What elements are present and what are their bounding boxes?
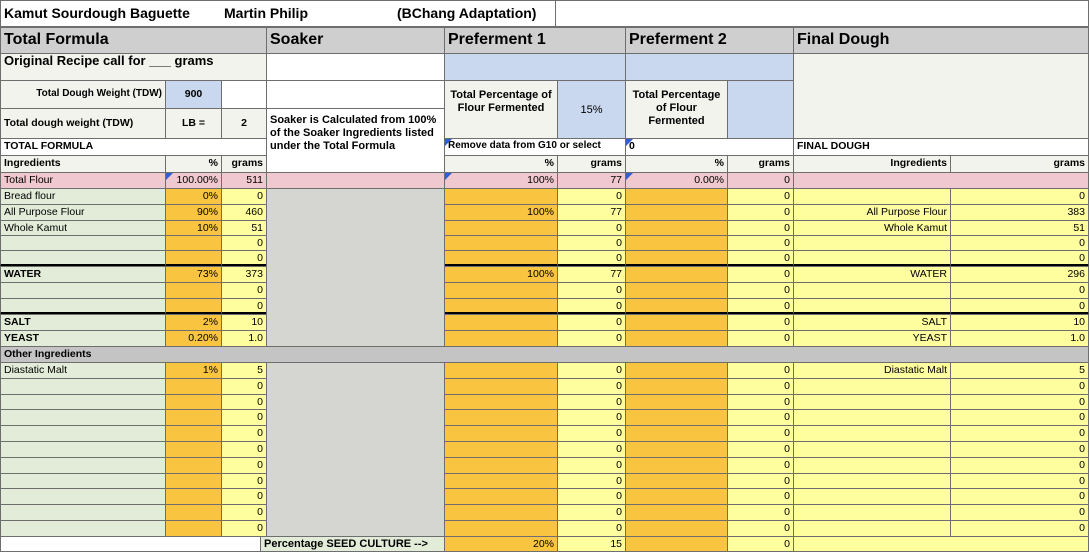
fd-grams[interactable]: 0 — [950, 188, 1089, 205]
pf2-pct[interactable] — [625, 330, 728, 347]
other-fd-grams[interactable]: 0 — [950, 409, 1089, 426]
pf1-pct[interactable] — [444, 282, 558, 299]
other-pf2-pct[interactable] — [625, 362, 728, 379]
pf1-grams[interactable]: 0 — [557, 235, 626, 252]
other-ingredient-pct[interactable] — [165, 488, 222, 505]
other-pf2-grams[interactable]: 0 — [727, 520, 794, 537]
seed-culture-label: Percentage SEED CULTURE --> — [260, 536, 445, 552]
tdw-lb-label: Total dough weight (TDW) — [0, 108, 166, 139]
fd-ingredient[interactable] — [793, 282, 951, 299]
ingredient-pct[interactable]: 90% — [165, 204, 222, 221]
soaker-note: Soaker is Calculated from 100% of the Soaker Ingredients listed under the Total Formula — [266, 108, 445, 173]
pf1-pct[interactable] — [444, 314, 558, 331]
other-ingredient-grams[interactable]: 0 — [221, 457, 267, 474]
other-pf1-pct[interactable] — [444, 488, 558, 505]
pf1-pct[interactable] — [444, 330, 558, 347]
pf2-grams[interactable]: 0 — [727, 314, 794, 331]
final-dough-caps: FINAL DOUGH — [793, 138, 1089, 156]
soaker-blank[interactable] — [266, 80, 445, 109]
other-pf2-pct[interactable] — [625, 441, 728, 458]
other-ingredient-pct[interactable] — [165, 409, 222, 426]
pf1-pct[interactable] — [444, 250, 558, 267]
other-ingredient-pct[interactable] — [165, 504, 222, 521]
other-pf2-pct[interactable] — [625, 504, 728, 521]
comment-marker-icon — [626, 139, 633, 146]
pf2-grams[interactable]: 0 — [727, 298, 794, 315]
other-fd-ingredient[interactable] — [793, 520, 951, 537]
other-ingredient-grams[interactable]: 0 — [221, 520, 267, 537]
pf1-grams[interactable]: 77 — [557, 266, 626, 283]
ingredient-grams[interactable]: 0 — [221, 298, 267, 315]
col-pf1-pct: % — [444, 155, 558, 173]
pf1-tpff-label: Total Percentage of Flour Fermented — [444, 80, 558, 139]
ingredient-grams[interactable]: 373 — [221, 266, 267, 283]
pf1-grams[interactable]: 0 — [557, 220, 626, 237]
ingredient-pct[interactable]: 73% — [165, 266, 222, 283]
fd-ingredient[interactable]: Whole Kamut — [793, 220, 951, 237]
other-ingredient-grams[interactable]: 0 — [221, 409, 267, 426]
other-pf1-grams[interactable]: 0 — [557, 473, 626, 489]
other-ingredients-header: Other Ingredients — [0, 346, 1089, 363]
pf2-grams[interactable]: 0 — [727, 250, 794, 267]
pf1-grams[interactable]: 0 — [557, 188, 626, 205]
other-ingredient-name[interactable] — [0, 409, 166, 426]
other-pf1-pct[interactable] — [444, 520, 558, 537]
fd-ingredient[interactable] — [793, 250, 951, 267]
soaker-area-lower[interactable] — [266, 362, 445, 537]
recipe-author: Martin Philip — [224, 5, 308, 21]
total-flour-soaker[interactable] — [266, 172, 445, 189]
tdw-label: Total Dough Weight (TDW) — [0, 80, 166, 109]
other-pf2-pct[interactable] — [625, 409, 728, 426]
col-grams: grams — [221, 155, 267, 173]
other-pf1-grams[interactable]: 0 — [557, 457, 626, 474]
other-pf1-pct[interactable] — [444, 473, 558, 489]
other-ingredient-pct[interactable] — [165, 394, 222, 410]
ingredient-grams[interactable]: 10 — [221, 314, 267, 331]
pf1-grams[interactable]: 0 — [557, 282, 626, 299]
other-fd-ingredient[interactable] — [793, 488, 951, 505]
fd-ingredient[interactable]: WATER — [793, 266, 951, 283]
header-soaker[interactable]: Soaker — [266, 27, 445, 54]
ingredient-name[interactable]: All Purpose Flour — [0, 204, 166, 221]
ingredient-name[interactable]: SALT — [0, 314, 166, 331]
ingredient-pct[interactable] — [165, 282, 222, 299]
ingredient-grams[interactable]: 1.0 — [221, 330, 267, 347]
other-pf1-pct[interactable] — [444, 504, 558, 521]
comment-marker-icon — [445, 139, 452, 146]
tdw-lb-value: 2 — [221, 108, 267, 139]
other-ingredient-name[interactable] — [0, 457, 166, 474]
other-ingredient-name[interactable] — [0, 394, 166, 410]
ingredient-pct[interactable]: 2% — [165, 314, 222, 331]
pf1-input-cell[interactable] — [444, 53, 626, 81]
other-pf2-pct[interactable] — [625, 457, 728, 474]
other-ingredient-grams[interactable]: 0 — [221, 378, 267, 395]
pf2-grams[interactable]: 0 — [727, 204, 794, 221]
fd-ingredient[interactable]: YEAST — [793, 330, 951, 347]
other-ingredient-grams[interactable]: 0 — [221, 504, 267, 521]
other-pf2-grams[interactable]: 0 — [727, 457, 794, 474]
seed-pf1-grams[interactable]: 15 — [557, 536, 626, 552]
fd-ingredient[interactable] — [793, 188, 951, 205]
pf2-grams[interactable]: 0 — [727, 235, 794, 252]
ingredient-grams[interactable]: 51 — [221, 220, 267, 237]
other-pf2-grams[interactable]: 0 — [727, 378, 794, 395]
other-fd-grams[interactable]: 0 — [950, 457, 1089, 474]
pf1-tpff-input[interactable]: 15% — [557, 80, 626, 139]
other-ingredient-name[interactable] — [0, 473, 166, 489]
other-ingredient-grams[interactable]: 0 — [221, 473, 267, 489]
ingredient-grams[interactable]: 460 — [221, 204, 267, 221]
pf2-pct[interactable] — [625, 204, 728, 221]
total-flour-grams[interactable]: 511 — [221, 172, 267, 189]
other-pf1-pct[interactable] — [444, 409, 558, 426]
other-pf1-grams[interactable]: 0 — [557, 362, 626, 379]
fd-grams[interactable]: 10 — [950, 314, 1089, 331]
ingredient-name[interactable] — [0, 298, 166, 315]
ingredient-pct[interactable]: 0.20% — [165, 330, 222, 347]
header-preferment-2[interactable]: Preferment 2 — [625, 27, 794, 54]
total-flour-pf2-grams[interactable]: 0 — [727, 172, 794, 189]
col-pf2-pct: % — [625, 155, 728, 173]
other-ingredient-pct[interactable] — [165, 425, 222, 442]
other-pf2-grams[interactable]: 0 — [727, 394, 794, 410]
other-pf2-grams[interactable]: 0 — [727, 441, 794, 458]
other-fd-grams[interactable]: 0 — [950, 441, 1089, 458]
remove-data-note: Remove data from G10 or select — [444, 138, 626, 156]
recipe-call-label[interactable]: Original Recipe call for ___ grams — [0, 53, 267, 81]
comment-marker-icon — [166, 173, 173, 180]
other-ingredient-name[interactable] — [0, 441, 166, 458]
ingredient-name[interactable]: Whole Kamut — [0, 220, 166, 237]
blank-cell[interactable] — [555, 0, 1089, 27]
other-pf2-pct[interactable] — [625, 473, 728, 489]
total-flour-pct[interactable]: 100.00% — [165, 172, 222, 189]
pf2-pct[interactable] — [625, 314, 728, 331]
pf1-pct[interactable]: 100% — [444, 266, 558, 283]
pf1-grams[interactable]: 77 — [557, 204, 626, 221]
tdw-input[interactable]: 900 — [165, 80, 222, 109]
ingredient-name[interactable]: Bread flour — [0, 188, 166, 205]
comment-marker-icon — [445, 173, 452, 180]
other-pf1-pct[interactable] — [444, 378, 558, 395]
pf1-grams[interactable]: 0 — [557, 298, 626, 315]
blank-cell[interactable] — [221, 80, 267, 109]
other-fd-grams[interactable]: 0 — [950, 394, 1089, 410]
ingredient-pct[interactable]: 10% — [165, 220, 222, 237]
col-ingredients: Ingredients — [0, 155, 166, 173]
pf1-grams[interactable]: 0 — [557, 314, 626, 331]
total-flour-label[interactable]: Total Flour — [0, 172, 166, 189]
pf2-pct[interactable] — [625, 298, 728, 315]
pf2-pct[interactable] — [625, 282, 728, 299]
other-fd-ingredient[interactable] — [793, 378, 951, 395]
other-fd-ingredient[interactable] — [793, 457, 951, 474]
ingredient-name[interactable] — [0, 250, 166, 267]
other-fd-grams[interactable]: 0 — [950, 488, 1089, 505]
seed-pf2-pct[interactable] — [625, 536, 728, 552]
fd-grams[interactable]: 0 — [950, 282, 1089, 299]
other-ingredient-pct[interactable] — [165, 457, 222, 474]
other-pf1-grams[interactable]: 0 — [557, 520, 626, 537]
pf2-grams[interactable]: 0 — [727, 282, 794, 299]
soaker-area[interactable] — [266, 188, 445, 347]
pf2-grams[interactable]: 0 — [727, 220, 794, 237]
other-ingredient-name[interactable] — [0, 378, 166, 395]
other-pf2-grams[interactable]: 0 — [727, 362, 794, 379]
comment-marker-icon — [626, 173, 633, 180]
other-pf1-grams[interactable]: 0 — [557, 378, 626, 395]
seed-pf2-grams[interactable]: 0 — [727, 536, 794, 552]
other-ingredient-name[interactable] — [0, 425, 166, 442]
other-fd-ingredient[interactable] — [793, 409, 951, 426]
total-flour-fd[interactable] — [793, 172, 1089, 189]
header-preferment-1[interactable]: Preferment 1 — [444, 27, 626, 54]
pf2-zero: 0 — [625, 138, 794, 156]
pf2-input-cell[interactable] — [625, 53, 794, 81]
other-ingredient-grams[interactable]: 5 — [221, 362, 267, 379]
pf1-pct[interactable] — [444, 298, 558, 315]
fd-ingredient[interactable]: All Purpose Flour — [793, 204, 951, 221]
pf2-grams[interactable]: 0 — [727, 330, 794, 347]
pf1-pct[interactable]: 100% — [444, 204, 558, 221]
total-flour-pf1-grams[interactable]: 77 — [557, 172, 626, 189]
fd-grams[interactable]: 0 — [950, 250, 1089, 267]
other-ingredient-grams[interactable]: 0 — [221, 394, 267, 410]
ingredient-grams[interactable]: 0 — [221, 188, 267, 205]
pf2-tpff-input[interactable] — [727, 80, 794, 139]
other-fd-grams[interactable]: 0 — [950, 425, 1089, 442]
col-fd-grams: grams — [950, 155, 1089, 173]
ingredient-pct[interactable]: 0% — [165, 188, 222, 205]
other-pf2-pct[interactable] — [625, 520, 728, 537]
other-fd-grams[interactable]: 5 — [950, 362, 1089, 379]
total-formula-caps: TOTAL FORMULA — [0, 138, 267, 156]
other-ingredient-pct[interactable] — [165, 520, 222, 537]
other-ingredient-pct[interactable] — [165, 441, 222, 458]
other-pf1-grams[interactable]: 0 — [557, 409, 626, 426]
pf2-pct[interactable] — [625, 250, 728, 267]
other-pf2-grams[interactable]: 0 — [727, 409, 794, 426]
ingredient-grams[interactable]: 0 — [221, 250, 267, 267]
fd-ingredient[interactable]: SALT — [793, 314, 951, 331]
other-fd-ingredient[interactable] — [793, 504, 951, 521]
other-fd-ingredient[interactable] — [793, 394, 951, 410]
other-ingredient-name[interactable]: Diastatic Malt — [0, 362, 166, 379]
other-fd-ingredient[interactable] — [793, 441, 951, 458]
total-flour-pf1-pct[interactable]: 100% — [444, 172, 558, 189]
ingredient-name[interactable] — [0, 282, 166, 299]
pf2-tpff-label: Total Percentage of Flour Fermented — [625, 80, 728, 139]
other-fd-grams[interactable]: 0 — [950, 378, 1089, 395]
other-ingredient-pct[interactable] — [165, 378, 222, 395]
seed-fd-blank[interactable] — [793, 536, 1089, 552]
other-fd-ingredient[interactable] — [793, 425, 951, 442]
other-fd-grams[interactable]: 0 — [950, 520, 1089, 537]
pf1-grams[interactable]: 0 — [557, 250, 626, 267]
tdw-lb-unit: LB = — [165, 108, 222, 139]
fd-grams[interactable]: 0 — [950, 235, 1089, 252]
other-pf1-grams[interactable]: 0 — [557, 441, 626, 458]
ingredient-name[interactable]: WATER — [0, 266, 166, 283]
soaker-blank[interactable] — [266, 53, 445, 81]
other-ingredient-grams[interactable]: 0 — [221, 425, 267, 442]
col-pf1-grams: grams — [557, 155, 626, 173]
other-ingredient-grams[interactable]: 0 — [221, 441, 267, 458]
header-final-dough[interactable]: Final Dough — [793, 27, 1089, 54]
other-pf2-grams[interactable]: 0 — [727, 425, 794, 442]
other-fd-grams[interactable]: 0 — [950, 504, 1089, 521]
fd-grams[interactable]: 296 — [950, 266, 1089, 283]
other-pf2-grams[interactable]: 0 — [727, 473, 794, 489]
other-ingredient-name[interactable] — [0, 520, 166, 537]
seed-blank[interactable] — [0, 536, 267, 552]
total-flour-pf2-pct[interactable]: 0.00% — [625, 172, 728, 189]
fd-ingredient[interactable] — [793, 298, 951, 315]
other-pf2-pct[interactable] — [625, 378, 728, 395]
other-ingredient-pct[interactable]: 1% — [165, 362, 222, 379]
pf2-grams[interactable]: 0 — [727, 266, 794, 283]
pf1-pct[interactable] — [444, 188, 558, 205]
other-ingredient-name[interactable] — [0, 488, 166, 505]
pf2-pct[interactable] — [625, 266, 728, 283]
fd-grams[interactable]: 1.0 — [950, 330, 1089, 347]
other-pf1-pct[interactable] — [444, 362, 558, 379]
other-pf2-grams[interactable]: 0 — [727, 488, 794, 505]
other-pf2-pct[interactable] — [625, 425, 728, 442]
other-pf2-grams[interactable]: 0 — [727, 504, 794, 521]
recipe-adaptation: (BChang Adaptation) — [397, 5, 537, 21]
ingredient-name[interactable]: YEAST — [0, 330, 166, 347]
fd-grams[interactable]: 383 — [950, 204, 1089, 221]
pf1-grams[interactable]: 0 — [557, 330, 626, 347]
ingredient-grams[interactable]: 0 — [221, 282, 267, 299]
other-pf2-pct[interactable] — [625, 394, 728, 410]
ingredient-grams[interactable]: 0 — [221, 235, 267, 252]
other-pf1-pct[interactable] — [444, 394, 558, 410]
seed-pf1-pct[interactable]: 20% — [444, 536, 558, 552]
ingredient-pct[interactable] — [165, 250, 222, 267]
col-pct: % — [165, 155, 222, 173]
other-fd-ingredient[interactable]: Diastatic Malt — [793, 362, 951, 379]
other-pf2-pct[interactable] — [625, 488, 728, 505]
other-ingredient-name[interactable] — [0, 504, 166, 521]
ingredient-pct[interactable] — [165, 298, 222, 315]
other-pf1-grams[interactable]: 0 — [557, 488, 626, 505]
other-pf1-grams[interactable]: 0 — [557, 425, 626, 442]
other-pf1-pct[interactable] — [444, 457, 558, 474]
other-fd-ingredient[interactable] — [793, 473, 951, 489]
other-pf1-pct[interactable] — [444, 425, 558, 442]
other-fd-grams[interactable]: 0 — [950, 473, 1089, 489]
other-pf1-pct[interactable] — [444, 441, 558, 458]
other-ingredient-grams[interactable]: 0 — [221, 488, 267, 505]
fd-grams[interactable]: 0 — [950, 298, 1089, 315]
fd-grams[interactable]: 51 — [950, 220, 1089, 237]
other-pf1-grams[interactable]: 0 — [557, 504, 626, 521]
final-dough-blank[interactable] — [793, 53, 1089, 139]
other-pf1-grams[interactable]: 0 — [557, 394, 626, 410]
pf2-grams[interactable]: 0 — [727, 188, 794, 205]
header-total-formula[interactable]: Total Formula — [0, 27, 267, 54]
col-fd-ingredients: Ingredients — [793, 155, 951, 173]
other-ingredient-pct[interactable] — [165, 473, 222, 489]
pf2-pct[interactable] — [625, 188, 728, 205]
recipe-title: Kamut Sourdough Baguette — [4, 5, 190, 21]
col-pf2-grams: grams — [727, 155, 794, 173]
